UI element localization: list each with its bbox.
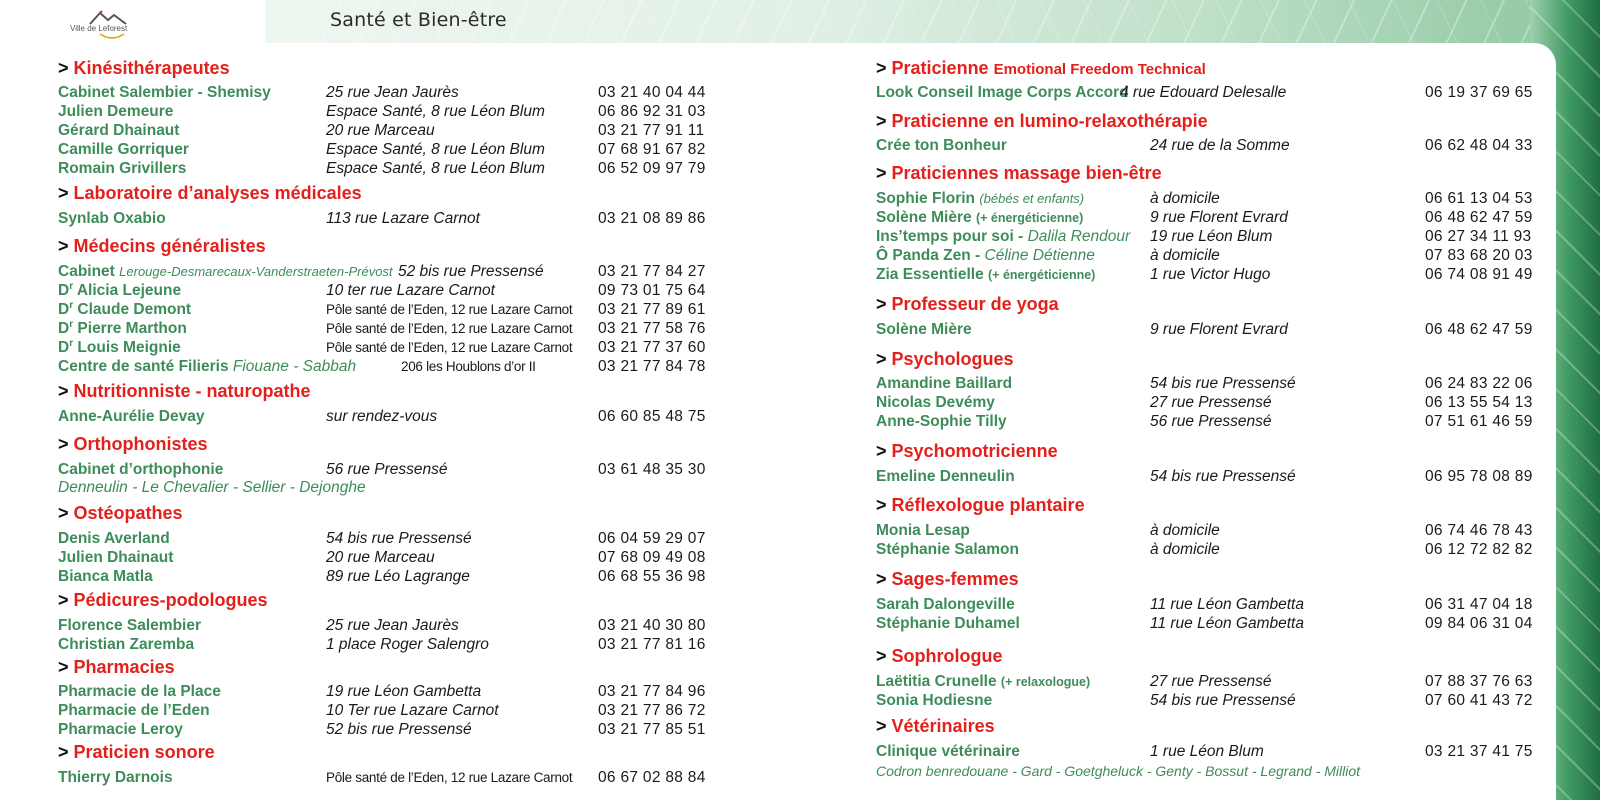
- entry-address: 10 Ter rue Lazare Carnot: [326, 702, 499, 719]
- entry-name: Bianca Matla: [58, 568, 153, 585]
- entry-phone: 06 68 55 36 98: [598, 568, 706, 585]
- entry-phone: 03 21 37 41 75: [1425, 743, 1533, 760]
- entry-phone: 06 74 08 91 49: [1425, 266, 1533, 283]
- section-label: Sages-femmes: [891, 569, 1019, 589]
- entry-phone: 03 21 77 89 61: [598, 301, 706, 318]
- section-label: Pédicures-podologues: [73, 590, 268, 610]
- entry-name: Stéphanie Duhamel: [876, 615, 1020, 632]
- entry-phone: 06 19 37 69 65: [1425, 84, 1533, 101]
- entry-name: [58, 338, 181, 357]
- section-nutritionniste: [58, 381, 311, 402]
- entry-address: à domicile: [1150, 522, 1220, 539]
- entry-address: Pôle santé de l’Eden, 12 rue Lazare Carnot: [326, 340, 573, 355]
- entry-address: 11 rue Léon Gambetta: [1150, 615, 1304, 632]
- section-marker: >: [876, 441, 887, 461]
- practitioner-extra: Dalila Rendour: [1027, 228, 1131, 245]
- entry-name: [876, 189, 1084, 208]
- logo-swoosh-icon: [98, 32, 126, 40]
- title-prefix: D: [58, 301, 70, 318]
- entry-name: Camille Gorriquer: [58, 141, 189, 158]
- entry-name: Emeline Denneulin: [876, 468, 1015, 485]
- title-sup: r: [69, 280, 74, 292]
- entry-address: 56 rue Pressensé: [1150, 413, 1272, 430]
- cabinet-doctors: Lerouge-Desmarecaux-Vanderstraeten-Prévost: [119, 264, 393, 279]
- practitioner-extra: (+ énergéticienne): [975, 211, 1084, 225]
- entry-phone: 06 31 47 04 18: [1425, 596, 1533, 613]
- section-marker: >: [58, 742, 69, 762]
- entry-name: [876, 672, 1090, 692]
- entry-address: 20 rue Marceau: [326, 549, 435, 566]
- practitioner-extra: (+ énergéticienne): [988, 268, 1096, 282]
- practitioner-extra: Céline Détienne: [984, 247, 1095, 264]
- entry-address: 25 rue Jean Jaurès: [326, 617, 459, 634]
- entry-address: 206 les Houblons d’or II: [401, 359, 536, 374]
- section-sophrologue: [876, 646, 1003, 667]
- title-prefix: D: [58, 320, 70, 337]
- section-orthophonistes: [58, 434, 208, 455]
- entry-name: [58, 300, 191, 319]
- entry-name: Crée ton Bonheur: [876, 137, 1007, 154]
- city-logo: [70, 10, 130, 38]
- entry-name: [876, 227, 1130, 246]
- entry-address: Espace Santé, 8 rue Léon Blum: [326, 160, 545, 177]
- entry-name: Stéphanie Salamon: [876, 541, 1019, 558]
- section-label: Psychomotricienne: [891, 441, 1058, 461]
- entry-address: 9 rue Florent Evrard: [1150, 321, 1288, 338]
- entry-name: Nicolas Devémy: [876, 394, 995, 411]
- entry-address: 9 rue Florent Evrard: [1150, 209, 1288, 226]
- doctor-name: Claude Demont: [77, 301, 192, 318]
- entry-phone: 03 21 77 84 96: [598, 683, 706, 700]
- title-sup: r: [69, 318, 74, 330]
- entry-name: Christian Zaremba: [58, 636, 195, 653]
- entry-name: Amandine Baillard: [876, 375, 1013, 392]
- entry-address: 27 rue Pressensé: [1150, 673, 1272, 690]
- section-label: Laboratoire d’analyses médicales: [73, 183, 362, 203]
- entry-phone: 03 21 77 37 60: [598, 339, 706, 356]
- practitioner-name: Sophie Florin: [876, 190, 976, 207]
- entry-phone: 06 12 72 82 82: [1425, 541, 1533, 558]
- entry-phone: 07 60 41 43 72: [1425, 692, 1533, 709]
- entry-phone: 03 21 77 58 76: [598, 320, 706, 337]
- entry-phone: 03 21 08 89 86: [598, 210, 706, 227]
- entry-name: [58, 319, 187, 338]
- section-label: Psychologues: [891, 349, 1014, 369]
- section-kinesitherapeutes: [58, 58, 230, 79]
- section-marker: >: [876, 495, 887, 515]
- section-label: Orthophonistes: [73, 434, 208, 454]
- entry-name: Julien Demeure: [58, 103, 174, 120]
- entry-phone: 06 13 55 54 13: [1425, 394, 1533, 411]
- title-sup: r: [69, 337, 74, 349]
- entry-address: à domicile: [1150, 541, 1220, 558]
- page-title: Santé et Bien-être: [330, 9, 507, 31]
- entry-phone: 03 21 40 04 44: [598, 84, 706, 101]
- entry-address: 20 rue Marceau: [326, 122, 435, 139]
- entry-phone: 06 52 09 97 79: [598, 160, 706, 177]
- entry-name: Pharmacie Leroy: [58, 721, 183, 738]
- section-label: Médecins généralistes: [73, 236, 266, 256]
- section-label: Praticiennes massage bien-être: [891, 163, 1162, 183]
- entry-address: 4 rue Edouard Delesalle: [1120, 84, 1287, 101]
- entry-phone: 06 86 92 31 03: [598, 103, 706, 120]
- content-panel: [0, 43, 1556, 800]
- entry-phone: 06 24 83 22 06: [1425, 375, 1533, 392]
- centre-doctors: Fiouane - Sabbah: [232, 358, 357, 375]
- entry-name: [58, 357, 356, 376]
- entry-name: [876, 246, 1095, 265]
- entry-name: Gérard Dhainaut: [58, 122, 180, 139]
- doctor-name: Pierre Marthon: [77, 320, 187, 337]
- section-marker: >: [58, 183, 69, 203]
- section-sages-femmes: [876, 569, 1019, 590]
- entry-phone: 09 84 06 31 04: [1425, 615, 1533, 632]
- section-marker: >: [876, 163, 887, 183]
- entry-phone: 07 83 68 20 03: [1425, 247, 1533, 264]
- section-pharmacies: [58, 657, 175, 678]
- entry-address: 113 rue Lazare Carnot: [326, 210, 480, 227]
- entry-address: 52 bis rue Pressensé: [398, 263, 544, 280]
- entry-phone: 06 74 46 78 43: [1425, 522, 1533, 539]
- entry-phone: 03 21 77 85 51: [598, 721, 706, 738]
- section-marker: >: [876, 569, 887, 589]
- entry-phone: 03 21 77 84 78: [598, 358, 706, 375]
- entry-name: [58, 262, 393, 281]
- section-pedicures: [58, 590, 268, 611]
- title-prefix: D: [58, 339, 70, 356]
- entry-address: 11 rue Léon Gambetta: [1150, 596, 1304, 613]
- section-veterinaires: [876, 716, 995, 737]
- title-prefix: D: [58, 282, 70, 299]
- entry-phone: 03 61 48 35 30: [598, 461, 706, 478]
- entry-phone: 06 62 48 04 33: [1425, 137, 1533, 154]
- practitioner-name: Ins’temps pour soi -: [876, 228, 1024, 245]
- section-medecins: [58, 236, 266, 257]
- section-label: Vétérinaires: [891, 716, 995, 736]
- section-label: Praticien sonore: [73, 742, 215, 762]
- practitioner-name: Ô Panda Zen -: [876, 247, 981, 264]
- section-lumino-relaxotherapie: [876, 111, 1208, 132]
- section-label: Praticienne: [891, 58, 994, 78]
- entry-address: 54 bis rue Pressensé: [326, 530, 472, 547]
- entry-name: [58, 281, 181, 300]
- entry-phone: 06 95 78 08 89: [1425, 468, 1533, 485]
- practitioner-name: Solène Mière: [876, 209, 972, 226]
- entry-address: 54 bis rue Pressensé: [1150, 468, 1296, 485]
- section-marker: >: [58, 657, 69, 677]
- entry-address: 89 rue Léo Lagrange: [326, 568, 470, 585]
- section-label: Professeur de yoga: [891, 294, 1059, 314]
- entry-phone: 06 60 85 48 75: [598, 408, 706, 425]
- section-marker: >: [876, 716, 887, 736]
- entry-name: [876, 265, 1095, 285]
- section-psychologues: [876, 349, 1014, 370]
- entry-phone: 03 21 77 81 16: [598, 636, 706, 653]
- section-marker: >: [876, 111, 887, 131]
- centre-name: Centre de santé Filieris: [58, 358, 229, 375]
- section-marker: >: [876, 646, 887, 666]
- entry-address: sur rendez-vous: [326, 408, 438, 425]
- entry-name: Florence Salembier: [58, 617, 202, 634]
- section-label: Ostéopathes: [73, 503, 183, 523]
- entry-phone: 07 68 09 49 08: [598, 549, 706, 566]
- entry-address: 19 rue Léon Gambetta: [326, 683, 482, 700]
- section-label-small: Emotional Freedom Technical: [993, 61, 1206, 78]
- entry-name: Julien Dhainaut: [58, 549, 174, 566]
- entry-address: 52 bis rue Pressensé: [326, 721, 472, 738]
- entry-name: Solène Mière: [876, 321, 972, 338]
- section-label: Sophrologue: [891, 646, 1003, 666]
- section-praticienne-eft: [876, 58, 1206, 79]
- practitioner-name: Zia Essentielle: [876, 266, 984, 283]
- section-marker: >: [876, 294, 887, 314]
- section-marker: >: [58, 381, 69, 401]
- entry-phone: 03 21 77 86 72: [598, 702, 706, 719]
- section-osteopathes: [58, 503, 183, 524]
- section-label: Pharmacies: [73, 657, 175, 677]
- entry-phone: 03 21 77 84 27: [598, 263, 706, 280]
- section-professeur-yoga: [876, 294, 1059, 315]
- section-label: Nutritionniste - naturopathe: [73, 381, 311, 401]
- section-praticien-sonore: [58, 742, 215, 763]
- section-label: Kinésithérapeutes: [73, 58, 230, 78]
- orthophonistes-names: Denneulin - Le Chevalier - Sellier - Dejonghe: [58, 479, 366, 496]
- entry-address: à domicile: [1150, 247, 1220, 264]
- entry-phone: 03 21 77 91 11: [598, 122, 705, 139]
- entry-phone: 06 67 02 88 84: [598, 769, 706, 786]
- entry-name: Thierry Darnois: [58, 769, 173, 786]
- entry-address: 1 rue Victor Hugo: [1150, 266, 1271, 283]
- entry-address: 54 bis rue Pressensé: [1150, 375, 1296, 392]
- entry-address: Espace Santé, 8 rue Léon Blum: [326, 103, 545, 120]
- entry-phone: 06 27 34 11 93: [1425, 228, 1532, 245]
- entry-phone: 06 48 62 47 59: [1425, 321, 1533, 338]
- entry-phone: 07 68 91 67 82: [598, 141, 706, 158]
- practitioner-extra: (+ relaxologue): [1000, 675, 1091, 689]
- entry-address: Pôle santé de l’Eden, 12 rue Lazare Carnot: [326, 770, 573, 785]
- section-marker: >: [58, 58, 69, 78]
- veterinaires-names: Codron benredouane - Gard - Goetgheluck - Genty - Bossut - Legrand - Milliot: [876, 763, 1361, 779]
- entry-address: 19 rue Léon Blum: [1150, 228, 1273, 245]
- entry-name: Anne-Aurélie Devay: [58, 408, 205, 425]
- entry-name: Anne-Sophie Tilly: [876, 413, 1007, 430]
- entry-phone: 07 88 37 76 63: [1425, 673, 1533, 690]
- cabinet-label: Cabinet: [58, 263, 115, 280]
- section-laboratoire: [58, 183, 362, 204]
- entry-name: Romain Grivillers: [58, 160, 187, 177]
- practitioner-extra: (bébés et enfants): [979, 191, 1085, 206]
- entry-name: Monia Lesap: [876, 522, 970, 539]
- entry-name: Cabinet d’orthophonie: [58, 461, 224, 478]
- section-psychomotricienne: [876, 441, 1058, 462]
- entry-name: Denis Averland: [58, 530, 170, 547]
- entry-address: 10 ter rue Lazare Carnot: [326, 282, 495, 299]
- section-label: Praticienne en lumino-relaxothérapie: [891, 111, 1208, 131]
- entry-address: 1 rue Léon Blum: [1150, 743, 1264, 760]
- section-marker: >: [58, 434, 69, 454]
- entry-name: Sarah Dalongeville: [876, 596, 1015, 613]
- doctor-name: Alicia Lejeune: [76, 282, 182, 299]
- section-marker: >: [876, 349, 887, 369]
- entry-name: Clinique vétérinaire: [876, 743, 1020, 760]
- section-marker: >: [58, 236, 69, 256]
- practitioner-name: Laëtitia Crunelle: [876, 673, 997, 690]
- entry-phone: 03 21 40 30 80: [598, 617, 706, 634]
- section-reflexologue: [876, 495, 1085, 516]
- title-sup: r: [69, 299, 74, 311]
- entry-address: 1 place Roger Salengro: [326, 636, 489, 653]
- entry-address: Pôle santé de l’Eden, 12 rue Lazare Carnot: [326, 302, 573, 317]
- entry-name: Cabinet Salembier - Shemisy: [58, 84, 271, 101]
- entry-phone: 07 51 61 46 59: [1425, 413, 1533, 430]
- entry-name: Look Conseil Image Corps Accord: [876, 84, 1129, 101]
- entry-name: [876, 208, 1083, 228]
- entry-address: Pôle santé de l’Eden, 12 rue Lazare Carnot: [326, 321, 573, 336]
- entry-address: 24 rue de la Somme: [1150, 137, 1290, 154]
- entry-phone: 06 04 59 29 07: [598, 530, 706, 547]
- entry-name: Pharmacie de la Place: [58, 683, 221, 700]
- entry-address: 54 bis rue Pressensé: [1150, 692, 1296, 709]
- entry-address: à domicile: [1150, 190, 1220, 207]
- logo-text: Ville de Leforest: [70, 24, 128, 33]
- entry-name: Sonia Hodiesne: [876, 692, 993, 709]
- section-marker: >: [58, 590, 69, 610]
- entry-address: Espace Santé, 8 rue Léon Blum: [326, 141, 545, 158]
- entry-name: Pharmacie de l’Eden: [58, 702, 210, 719]
- entry-phone: 09 73 01 75 64: [598, 282, 706, 299]
- section-marker: >: [876, 58, 887, 78]
- section-massage-bien-etre: [876, 163, 1162, 184]
- section-marker: >: [58, 503, 69, 523]
- entry-address: 27 rue Pressensé: [1150, 394, 1272, 411]
- entry-address: 25 rue Jean Jaurès: [326, 84, 459, 101]
- entry-name: Synlab Oxabio: [58, 210, 166, 227]
- doctor-name: Louis Meignie: [77, 339, 181, 356]
- entry-phone: 06 48 62 47 59: [1425, 209, 1533, 226]
- entry-address: 56 rue Pressensé: [326, 461, 448, 478]
- entry-phone: 06 61 13 04 53: [1425, 190, 1533, 207]
- section-label: Réflexologue plantaire: [891, 495, 1085, 515]
